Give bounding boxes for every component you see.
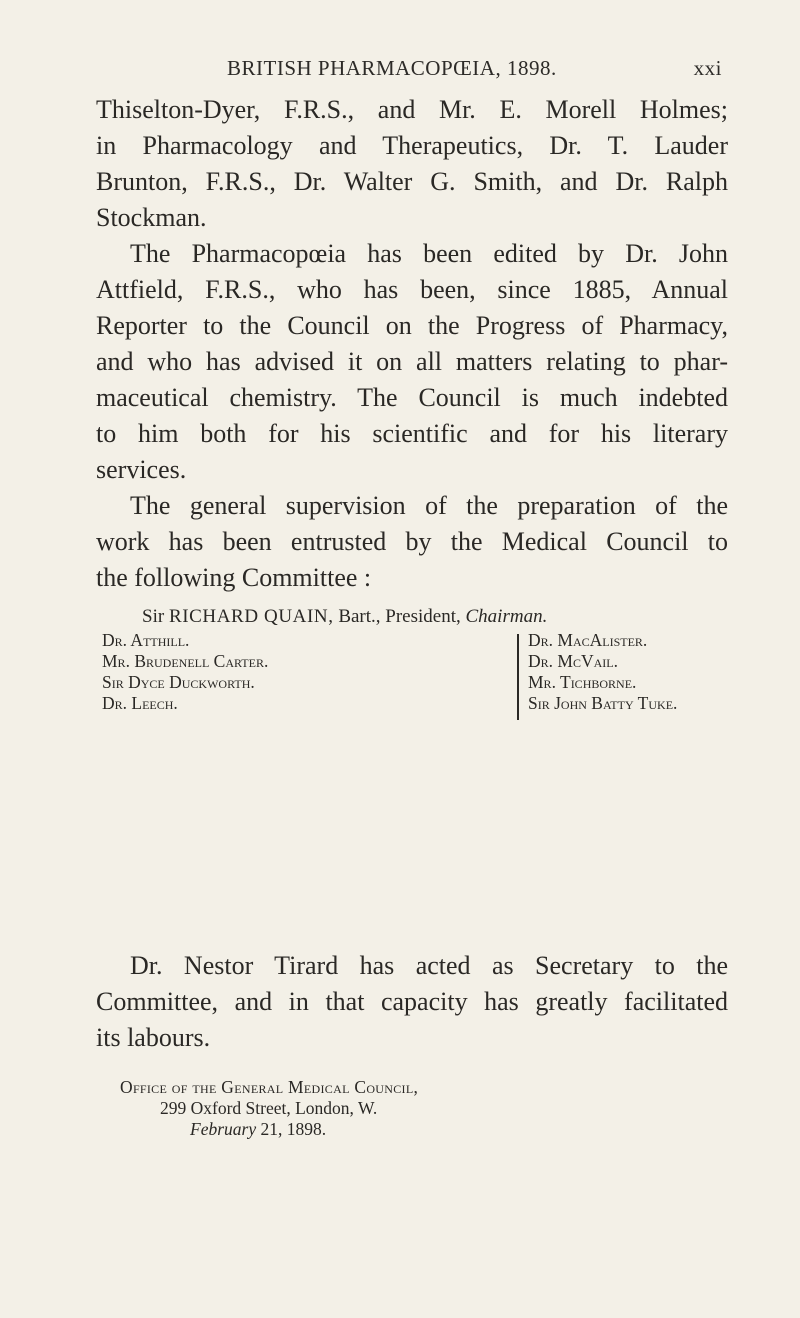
signoff-date-month: February (190, 1119, 257, 1139)
committee-member: Dr. Atthill. (102, 630, 190, 650)
page-number: xxi (693, 56, 722, 80)
text-line: its labours. (96, 1023, 211, 1052)
text-line: The general supervision of the preparation of the (130, 491, 728, 520)
text-line: maceutical chemistry. The Council is much indebted (96, 383, 728, 412)
text-line: and who has advised it on all matters relating to phar- (96, 347, 728, 376)
text-line: Stockman. (96, 203, 207, 232)
paragraph-editor (96, 236, 728, 488)
signoff-date (120, 1119, 418, 1140)
text-line: Attfield, F.R.S., who has been, since 1885, Annual (96, 275, 728, 304)
text-line: the following Committee : (96, 563, 372, 592)
committee-member: Mr. Tichborne. (528, 672, 637, 692)
committee-member: Sir John Batty Tuke. (528, 693, 678, 713)
text-line: Brunton, F.R.S., Dr. Walter G. Smith, and Dr. Ralph (96, 167, 728, 196)
chair-prefix: Sir (142, 606, 165, 627)
chair-name: RICHARD QUAIN, (168, 606, 334, 627)
committee-member: Dr. McVail. (528, 651, 618, 671)
chair-role: Chairman. (465, 606, 548, 627)
signoff-date-rest: 21, 1898. (260, 1119, 327, 1139)
committee-member: Sir Dyce Duckworth. (102, 672, 255, 692)
signoff-address: 299 Oxford Street, London, W. (160, 1098, 378, 1118)
running-head-title: BRITISH PHARMACOPŒIA, 1898. (227, 56, 557, 80)
text-line: to him both for his scientific and for his literary (96, 419, 728, 448)
committee-left-column (102, 630, 268, 714)
committee-member: Dr. Leech. (102, 693, 178, 713)
text-line: Reporter to the Council on the Progress of Pharmacy, (96, 311, 728, 340)
signoff-block (120, 1077, 418, 1140)
paragraph-secretary (96, 948, 728, 1056)
committee-chairman (142, 606, 547, 627)
paragraph-supervision (96, 488, 728, 596)
text-line: in Pharmacology and Therapeutics, Dr. T. Lauder (96, 131, 728, 160)
committee-member: Mr. Brudenell Carter. (102, 651, 269, 671)
committee-right-column (528, 630, 677, 714)
text-line: Committee, and in that capacity has greatly facilitated (96, 987, 728, 1016)
text-line: Thiselton-Dyer, F.R.S., and Mr. E. Morell Holmes; (96, 95, 728, 124)
text-line: services. (96, 455, 187, 484)
signoff-office: Office of the General Medical Council, (120, 1077, 419, 1097)
column-divider (517, 634, 519, 720)
text-line: work has been entrusted by the Medical Council to (96, 527, 728, 556)
committee-member: Dr. MacAlister. (528, 630, 648, 650)
chair-suffix: Bart., President, (338, 606, 461, 627)
running-head (92, 56, 722, 90)
committee-list (96, 606, 728, 726)
text-line: The Pharmacopœia has been edited by Dr. John (130, 239, 728, 268)
paragraph-contributors (96, 92, 728, 236)
text-line: Dr. Nestor Tirard has acted as Secretary to the (130, 951, 728, 980)
